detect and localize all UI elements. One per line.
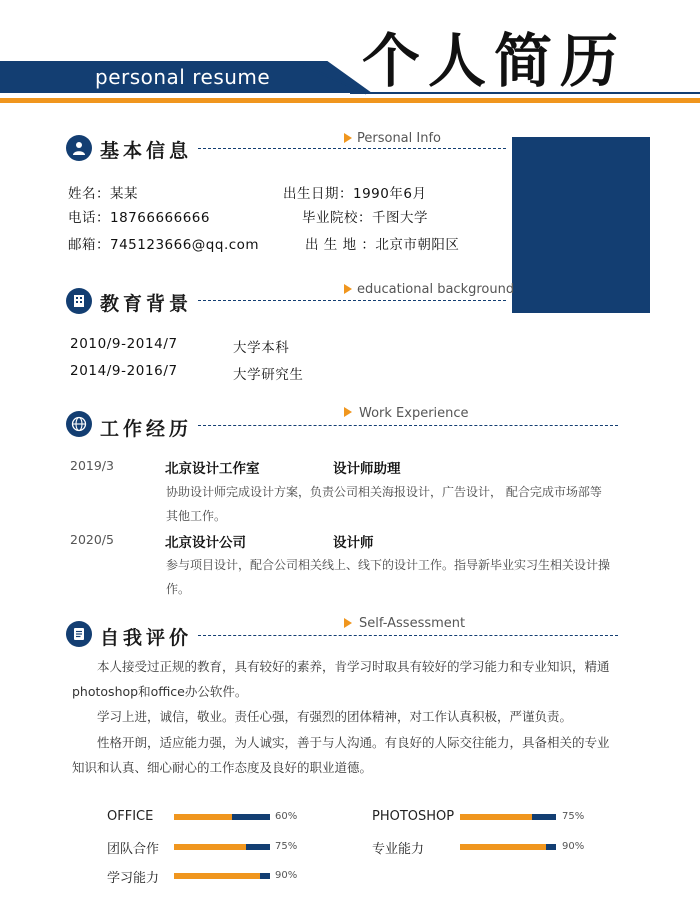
info-school: 毕业院校：千图大学 [302,210,428,226]
skill-pct-professional: 90% [562,841,585,852]
section-title-work: 工作经历 [100,418,193,440]
skill-label-photoshop: PHOTOSHOP [372,809,455,824]
header-rule-orange [0,98,700,103]
section-subtitle-basic: Personal Info [357,131,441,146]
self-paragraph-1: 本人接受过正规的教育，具有较好的素养，肯学习时取具有较好的学习能力和专业知识，精通photoshop和office办公软件。 [72,659,610,699]
edu-degree-2: 大学研究生 [233,367,304,383]
section-subtitle-work: Work Experience [359,406,469,421]
skill-bar-learning [174,873,270,879]
triangle-marker-icon [344,407,352,417]
person-icon [66,135,92,161]
skill-fill-learning [174,873,260,879]
work-desc-1: 协助设计师完成设计方案，负责公司相关海报设计，广告设计， 配合完成市场部等其他工作。 [166,485,602,523]
triangle-marker-icon [344,618,352,628]
edu-period-2: 2014/9-2016/7 [70,363,178,379]
skill-fill-teamwork [174,844,246,850]
resume-title: 个人简历 [362,27,627,95]
work-date-2: 2020/5 [70,532,114,547]
work-company-2: 北京设计公司 [165,535,246,551]
skill-pct-office: 60% [275,811,298,822]
work-position-2: 设计师 [333,535,374,551]
work-date-1: 2019/3 [70,458,114,473]
skill-pct-photoshop: 75% [562,811,585,822]
skill-label-office: OFFICE [107,809,154,824]
info-birthplace: 出 生 地 ：北京市朝阳区 [305,237,460,253]
photo-placeholder[interactable] [512,137,650,313]
section-title-self: 自我评价 [100,627,193,649]
skill-bar-office [174,814,270,820]
section-subtitle-education: educational background [357,282,515,297]
skill-fill-photoshop [460,814,532,820]
skill-pct-learning: 90% [275,870,298,881]
info-phone: 电话：18766666666 [68,210,210,226]
edu-period-1: 2010/9-2014/7 [70,336,178,352]
section-divider [198,148,506,149]
header-subtitle: personal resume [95,65,271,89]
building-icon [66,288,92,314]
skill-label-professional: 专业能力 [372,842,425,857]
skill-bar-professional [460,844,556,850]
skill-bar-photoshop [460,814,556,820]
triangle-marker-icon [344,133,352,143]
section-title-education: 教育背景 [100,293,193,315]
info-birth: 出生日期：1990年6月 [283,186,427,202]
self-paragraph-2: 学习上进，诚信，敬业。责任心强，有强烈的团体精神，对工作认真积极，严谨负责。 [97,709,573,724]
skill-pct-teamwork: 75% [275,841,298,852]
skill-label-teamwork: 团队合作 [107,842,160,857]
globe-icon [66,411,92,437]
triangle-marker-icon [344,284,352,294]
skill-fill-professional [460,844,546,850]
work-position-1: 设计师助理 [333,461,401,477]
work-company-1: 北京设计工作室 [165,461,260,477]
self-paragraph-3: 性格开朗，适应能力强，为人诚实，善于与人沟通。有良好的人际交往能力，具备相关的专业知识和认真、细心耐心的工作态度及良好的职业道德。 [72,735,610,775]
skill-bar-teamwork [174,844,270,850]
skill-fill-office [174,814,232,820]
document-icon [66,621,92,647]
edu-degree-1: 大学本科 [233,340,290,356]
section-divider [198,635,618,636]
info-email: 邮箱：745123666@qq.com [68,237,260,253]
section-subtitle-self: Self-Assessment [359,616,466,631]
info-name: 姓名：某某 [68,186,138,202]
section-divider [198,425,618,426]
section-title-basic: 基本信息 [100,140,193,162]
work-desc-2: 参与项目设计，配合公司相关线上、线下的设计工作。指导新毕业实习生相关设计操作。 [166,558,611,596]
section-divider [198,300,506,301]
skill-label-learning: 学习能力 [107,871,160,886]
